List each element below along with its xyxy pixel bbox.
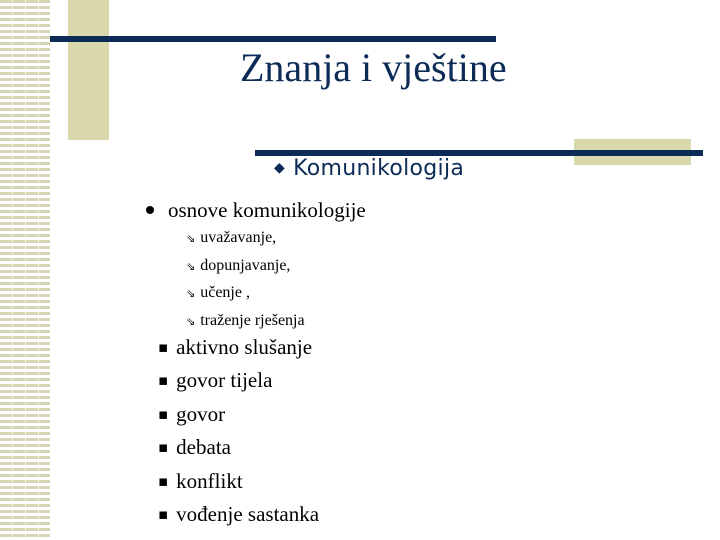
sub-point-item (186, 308, 305, 336)
sub-point-item (186, 225, 305, 253)
diamond-bullet-icon: ◆ (274, 160, 286, 176)
sub-point-text: uvažavanje, (200, 229, 277, 246)
sub-point-text: traženje rješenja (200, 311, 305, 329)
bullet-text: vođenje sastanka (176, 502, 320, 527)
round-bullet-icon (146, 206, 154, 214)
bullet-text: govor tijela (176, 368, 273, 393)
sub-point-text: dopunjavanje, (200, 256, 291, 274)
square-bullet-icon: ▪ (158, 404, 169, 423)
decorative-olive-block (68, 0, 109, 140)
arrow-bullet-icon: ⇘ (186, 287, 196, 300)
slide-subtitle (274, 154, 464, 186)
bullet-item (158, 432, 319, 465)
bullet-text: aktivno slušanje (176, 335, 313, 359)
main-point (146, 195, 366, 225)
slide-title: Znanja i vještine (240, 45, 507, 90)
arrow-bullet-icon: ⇘ (186, 232, 196, 245)
sub-point-list (186, 225, 305, 335)
bullet-list (158, 332, 319, 532)
decorative-stripe-band (0, 0, 50, 540)
main-point-text: osnove komunikologije (168, 198, 366, 222)
sub-point-text: učenje , (200, 284, 250, 301)
bullet-item (158, 365, 319, 398)
square-bullet-icon: ▪ (158, 471, 169, 490)
bullet-item (158, 466, 319, 499)
bullet-item (158, 499, 319, 532)
sub-point-item (186, 253, 305, 281)
bullet-text: govor (176, 401, 226, 426)
square-bullet-icon: ▪ (158, 338, 169, 356)
square-bullet-icon: ▪ (158, 438, 169, 457)
bullet-item (158, 332, 319, 365)
arrow-bullet-icon: ⇘ (186, 314, 196, 328)
square-bullet-icon: ▪ (158, 371, 169, 390)
sub-point-item (186, 280, 305, 308)
subtitle-text: Komunikologija (293, 156, 465, 181)
square-bullet-icon: ▪ (158, 505, 169, 524)
bullet-item (158, 399, 319, 432)
bullet-text: debata (176, 435, 231, 460)
bullet-text: konflikt (176, 468, 243, 493)
arrow-bullet-icon: ⇘ (186, 259, 196, 273)
